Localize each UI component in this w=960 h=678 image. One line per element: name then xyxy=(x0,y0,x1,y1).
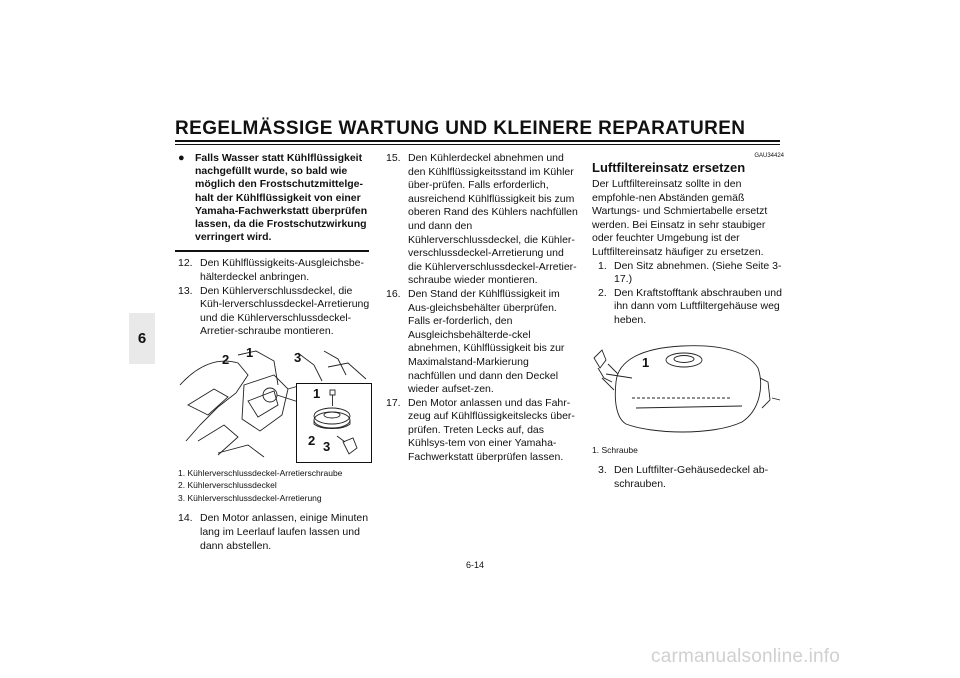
column-1 xyxy=(178,152,374,553)
watermark: carmanualsonline.info xyxy=(651,646,841,667)
figure-callout-2: 2 xyxy=(222,351,230,367)
section-heading: Luftfiltereinsatz ersetzen xyxy=(592,160,746,175)
step-15: 15. Den Kühlerdeckel abnehmen und den Kühlflüssigkeitsstand im Kühler über-prüfen. Falls erforderlich, ausreichend Kühlflüssigkeit bis zum oberen Rand des Kühlers nachfüllen und dann den Kühlerverschlussdeckel, die Kühler-verschlussdeckel-Arretierung und die Kühlerverschlussdeckel-Arretier-schraube wieder montieren. xyxy=(386,152,578,287)
title-rule-thin xyxy=(175,144,780,145)
inset-callout-2: 2 xyxy=(308,432,316,448)
cap-detail-illustration xyxy=(297,384,371,462)
column-3 xyxy=(592,152,784,491)
warning-bullet xyxy=(178,152,374,244)
reference-code: GAU34424 xyxy=(754,153,784,159)
caption-3: 3. Kühlerverschlussdeckel-Arretierung xyxy=(178,492,322,503)
step-17: 17. Den Motor anlassen und das Fahr-zeug auf Kühlflüssigkeitslecks über-prüfen. Treten Lecks auf, das Kühlsys-tem von einer Yamaha-Fachwerkstatt überprüfen lassen. xyxy=(386,396,575,464)
fuel-tank-figure xyxy=(592,338,782,440)
caption-2: 2. Kühlerverschlussdeckel xyxy=(178,480,277,491)
figure-captions xyxy=(178,467,374,505)
page-title: REGELMÄSSIGE WARTUNG UND KLEINERE REPARATUREN xyxy=(175,118,746,139)
page-number: 6-14 xyxy=(466,560,485,570)
bullet-dot-icon: ● xyxy=(178,152,185,164)
column-2 xyxy=(386,152,578,465)
step-14: 14. Den Motor anlassen, einige Minuten lang im Leerlauf laufen lassen und dann abstellen. xyxy=(178,512,369,552)
step-16: 16. Den Stand der Kühlflüssigkeit im Aus-gleichsbehälter überprüfen. Falls er-forderlich, den Ausgleichsbehälterde-ckel abnehmen, Kühlflüssigkeit bis zur Maximalstand-Markierung nachfüllen und dann den Deckel wieder aufset-zen. xyxy=(386,287,565,396)
step-3: 3. Den Luftfilter-Gehäusedeckel ab-schrauben. xyxy=(598,464,769,490)
title-rule xyxy=(175,140,780,142)
warning-divider xyxy=(175,250,369,252)
chapter-tab: 6 xyxy=(129,313,155,364)
figure-callout-1: 1 xyxy=(246,344,254,360)
tank-figure-caption: 1. Schraube xyxy=(592,444,638,455)
step-1: 1. Den Sitz abnehmen. (Siehe Seite 3-17.) xyxy=(598,259,782,286)
step-13: 13. Den Kühlerverschlussdeckel, die Küh-lerverschlussdeckel-Arretierung und die Kühlerverschlussdeckel-Arretier-schraube montieren. xyxy=(178,284,370,338)
radiator-cap-figure xyxy=(178,345,372,463)
inset-callout-3: 3 xyxy=(323,438,331,454)
figure-callout-3: 3 xyxy=(294,349,302,365)
caption-1: 1. Kühlerverschlussdeckel-Arretierschraube xyxy=(178,467,343,478)
step-12: 12. Den Kühlflüssigkeits-Ausgleichsbe-hälterdeckel anbringen. xyxy=(178,257,364,284)
intro-paragraph: Der Luftfiltereinsatz sollte in den empfohle-nen Abständen gemäß Wartungs- und Schmiertabelle ersetzt werden. Bei Einsatz in sehr staubiger oder feuchter Umgebung ist der Luftfiltereinsatz häufiger zu ersetzen. xyxy=(592,178,768,258)
fuel-tank-illustration xyxy=(592,338,782,440)
warning-text: Falls Wasser statt Kühlflüssigkeit nachgefüllt wurde, so bald wie möglich den Frostschutzmittelge-halt der Kühlflüssigkeit von einer Yamaha-Fachwerkstatt überprüfen lassen, da die Frostschutzwirkung verringert wird. xyxy=(195,152,368,244)
tank-callout-1: 1 xyxy=(642,354,650,370)
step-2: 2. Den Kraftstofftank abschrauben und ihn dann vom Luftfiltergehäuse weg heben. xyxy=(598,286,782,326)
inset-detail-box xyxy=(296,383,372,463)
inset-callout-1: 1 xyxy=(313,385,321,401)
